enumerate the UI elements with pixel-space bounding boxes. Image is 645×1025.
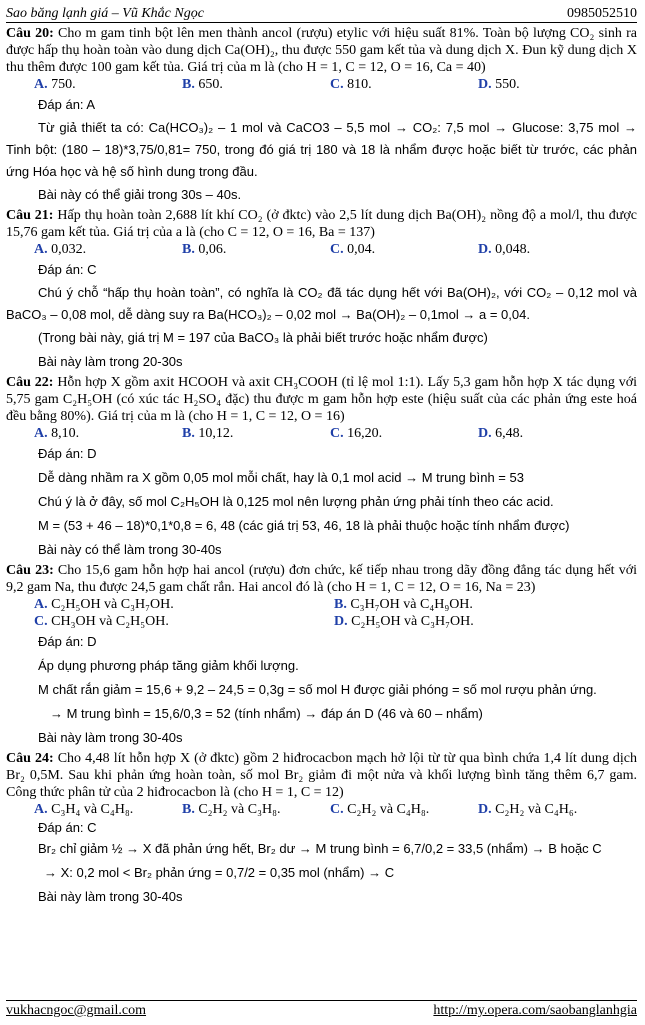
time-note: Bài này làm trong 30-40s: [38, 889, 183, 904]
explanation: Áp dụng phương pháp tăng giảm khối lượng.: [38, 658, 299, 673]
question-text: Cho 4,48 lít hỗn hợp X (ở đktc) gồm 2 hiđrocacbon mạch hở lội từ từ qua bình chứa 1,4 lít dung dịch Br₂ 0,5M. Sau khi phản ứng hoàn toàn, số mol Br₂ giảm đi một nửa và khối lượng bình tăng thêm 6,7 gam. Công thức phân tử của 2 hiđrocacbon là (cho H = 1, C = 12): [6, 751, 638, 800]
explanation: → X: 0,2 mol < Br₂ phản ứng = 0,7/2 = 0,35 mol (nhẩm) → C: [44, 865, 395, 880]
question-20: [6, 25, 637, 76]
explanation: Dễ dàng nhầm ra X gồm 0,05 mol mỗi chất, hay là 0,1 mol acid → M trung bình = 53: [38, 470, 524, 485]
question-text: Cho m gam tinh bột lên men thành ancol (rượu) etylic với hiệu suất 81%. Toàn bộ lượng CO₂ sinh ra được hấp thụ hoàn toàn vào dung dịch Ca(OH)₂, thu được 550 gam kết tủa và dung dịch X. Đun kỹ dung dịch X thu thêm được 100 gam kết tủa. Giá trị của m là (cho H = 1, C = 12, O = 16, Ca = 40): [6, 26, 638, 75]
option-a: A. C₃H₄ và C₄H₈.: [34, 802, 134, 817]
options-row: [6, 425, 637, 442]
option-d: D. 0,048.: [478, 242, 531, 257]
time-note: Bài này làm trong 30-40s: [38, 730, 183, 745]
option-d: D. 550.: [478, 77, 520, 92]
explanation: Chú ý chỗ “hấp thụ hoàn toàn”, có nghĩa là CO₂ đã tác dụng hết với Ba(OH)₂, với CO₂ – 0,12 mol và BaCO₃ – 0,08 mol, dễ dàng suy ra Ba(HCO₃)₂ – 0,02 mol → Ba(OH)₂ – 0,1mol → a = 0,04.: [6, 285, 637, 322]
option-c: C. CH₃OH và C₂H₅OH.: [34, 614, 169, 629]
option-c: C. 16,20.: [330, 426, 383, 441]
question-text: Hấp thụ hoàn toàn 2,688 lít khí CO₂ (ở đktc) vào 2,5 lít dung dịch Ba(OH)₂ nồng độ a mol/l, thu được 15,76 gam kết tủa. Giá trị của a là (cho C = 12, O = 16, Ba = 137): [6, 208, 637, 240]
question-number: Câu 21:: [6, 208, 54, 223]
options-row: [6, 241, 637, 258]
question-number: Câu 24:: [6, 751, 54, 766]
footer-url[interactable]: http://my.opera.com/saobanglanhgia: [433, 1003, 637, 1018]
option-b: B. 10,12.: [182, 426, 234, 441]
option-a: A. 0,032.: [34, 242, 87, 257]
explanation: M = (53 + 46 – 18)*0,1*0,8 = 6, 48 (các giá trị 53, 46, 18 là phải thuộc hoặc tính nhẩm được): [38, 518, 570, 533]
time-note: Bài này có thể giải trong 30s – 40s.: [38, 187, 242, 202]
question-text: Hỗn hợp X gồm axit HCOOH và axit CH₃COOH (tỉ lệ mol 1:1). Lấy 5,3 gam hỗn hợp X tác dụng với 5,75 gam C₂H₅OH (có xúc tác H₂SO₄ đặc) thu được m gam hỗn hợp este (hiệu suất của các phản ứng este hoá đều bằng 80%). Giá trị của m là (cho H = 1, C = 12, O = 16): [6, 375, 637, 424]
option-a: A. 750.: [34, 77, 76, 92]
answer: Đáp án: D: [38, 446, 97, 461]
explanation: Br₂ chỉ giảm ½ → X đã phản ứng hết, Br₂ dư → M trung bình = 6,7/0,2 = 33,5 (nhẩm) → B hoặc C: [38, 841, 602, 856]
question-22: [6, 374, 637, 425]
header-phone: 0985052510: [567, 6, 637, 21]
answer: Đáp án: C: [38, 262, 97, 277]
header-title: Sao băng lạnh giá – Vũ Khắc Ngọc: [6, 6, 204, 21]
option-d: D. 6,48.: [478, 426, 524, 441]
time-note: Bài này có thể làm trong 30-40s: [38, 542, 222, 557]
explanation: → M trung bình = 15,6/0,3 = 52 (tính nhẩm) → đáp án D (46 và 60 – nhẩm): [50, 706, 483, 721]
option-d: D. C₂H₅OH và C₃H₇OH.: [334, 614, 474, 629]
options-grid: [6, 596, 637, 630]
option-b: B. C₃H₇OH và C₄H₉OH.: [334, 597, 473, 612]
explanation: M chất rắn giảm = 15,6 + 9,2 – 24,5 = 0,3g = số mol H được giải phóng = số mol rượu phản ứng.: [38, 682, 597, 697]
time-note: Bài này làm trong 20-30s: [38, 354, 183, 369]
option-c: C. 0,04.: [330, 242, 376, 257]
question-23: [6, 562, 637, 596]
explanation: Chú ý là ở đây, số mol C₂H₅OH là 0,125 mol nên lượng phản ứng phải tính theo các acid.: [38, 494, 554, 509]
answer: Đáp án: D: [38, 634, 97, 649]
option-d: D. C₂H₂ và C₄H₆.: [478, 802, 578, 817]
footer-email[interactable]: vukhacngoc@gmail.com: [6, 1003, 147, 1018]
question-number: Câu 20:: [6, 26, 54, 41]
page-footer: [6, 1000, 637, 1025]
explanation: Từ giả thiết ta có: Ca(HCO₃)₂ – 1 mol và CaCO3 – 5,5 mol → CO₂: 7,5 mol → Glucose: 3,75 mol → Tinh bột: (180 – 18)*3,75/0,81= 750, trong đó giá trị 180 và 18 là nhẩm được hoặc biết từ trước, các phản ứng Hóa học và hệ số hình dung trong đầu.: [6, 120, 637, 179]
question-number: Câu 23:: [6, 563, 54, 578]
option-a: A. 8,10.: [34, 426, 80, 441]
explanation-note: (Trong bài này, giá trị M = 197 của BaCO₃ là phải biết trước hoặc nhẩm được): [38, 330, 488, 345]
option-b: B. C₂H₂ và C₃H₈.: [182, 802, 281, 817]
option-b: B. 0,06.: [182, 242, 227, 257]
options-row: [6, 76, 637, 93]
answer: Đáp án: C: [38, 820, 97, 835]
option-c: C. 810.: [330, 77, 372, 92]
option-c: C. C₂H₂ và C₄H₈.: [330, 802, 430, 817]
question-text: Cho 15,6 gam hỗn hợp hai ancol (rượu) đơn chức, kế tiếp nhau trong dãy đồng đẳng tác dụng hết với 9,2 gam Na, thu được 24,5 gam chất rắn. Hai ancol đó là (cho H = 1, C = 12, O = 16, Na = 23): [6, 563, 638, 595]
options-row: [6, 801, 637, 818]
answer: Đáp án: A: [38, 97, 96, 112]
question-24: [6, 750, 637, 801]
question-number: Câu 22:: [6, 375, 54, 390]
page-header: [6, 2, 637, 23]
document-body: [6, 25, 637, 908]
option-b: B. 650.: [182, 77, 223, 92]
question-21: [6, 207, 637, 241]
option-a: A. C₂H₅OH và C₃H₇OH.: [34, 597, 174, 612]
